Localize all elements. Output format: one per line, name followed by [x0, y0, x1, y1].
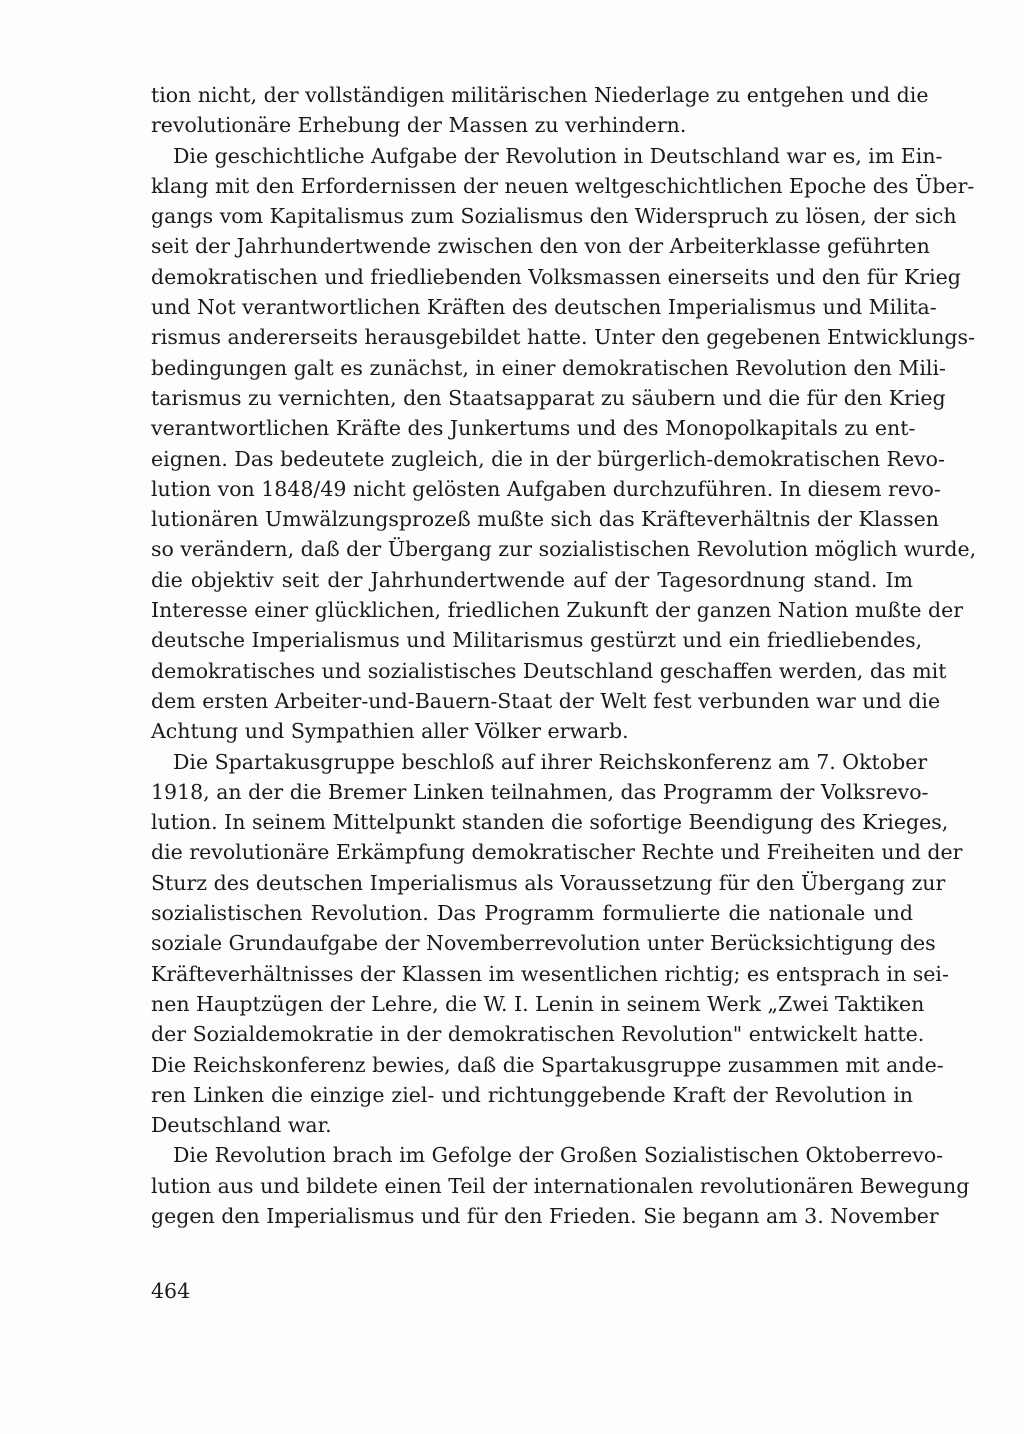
text-line: die revolutionäre Erkämpfung demokratischer Rechte und Freiheiten und der	[151, 840, 963, 865]
text-line: die objektiv seit der Jahrhundertwende auf der Tagesordnung stand. Im	[151, 567, 913, 592]
text-line: und Not verantwortlichen Kräften des deutschen Imperialismus und Milita-	[151, 295, 937, 320]
paragraph	[151, 141, 977, 747]
text-line: tarismus zu vernichten, den Staatsapparat zu säubern und die für den Krieg	[151, 385, 946, 410]
paragraph	[151, 1140, 970, 1231]
text-line: so verändern, daß der Übergang zur sozialistischen Revolution möglich wurde,	[151, 537, 977, 562]
text-line: eignen. Das bedeutete zugleich, die in der bürgerlich-demokratischen Revo-	[151, 446, 945, 471]
page-number: 464	[151, 1279, 191, 1303]
text-line: lution. In seinem Mittelpunkt standen die sofortige Beendigung des Krieges,	[151, 810, 949, 835]
text-line: klang mit den Erfordernissen der neuen weltgeschichtlichen Epoche des Über-	[151, 173, 975, 198]
paragraph	[151, 747, 963, 1141]
text-line: Kräfteverhältnisses der Klassen im wesentlichen richtig; es entsprach in sei-	[151, 961, 949, 986]
text-line: ren Linken die einzige ziel- und richtunggebende Kraft der Revolution in	[151, 1082, 913, 1107]
text-line: Deutschland war.	[151, 1113, 332, 1138]
text-line: Die Reichskonferenz bewies, daß die Spartakusgruppe zusammen mit ande-	[151, 1052, 944, 1077]
text-line: bedingungen galt es zunächst, in einer demokratischen Revolution den Mili-	[151, 355, 946, 380]
text-line: seit der Jahrhundertwende zwischen den von der Arbeiterklasse geführten	[151, 234, 930, 259]
text-line: Die Revolution brach im Gefolge der Großen Sozialistischen Oktoberrevo-	[173, 1143, 944, 1168]
text-line: rismus andererseits herausgebildet hatte. Unter den gegebenen Entwicklungs-	[151, 325, 975, 350]
text-line: demokratisches und sozialistisches Deutschland geschaffen werden, das mit	[151, 658, 947, 683]
text-line: 1918, an der die Bremer Linken teilnahmen, das Programm der Volksrevo-	[151, 779, 929, 804]
text-line: deutsche Imperialismus und Militarismus gestürzt und ein friedliebendes,	[151, 628, 923, 653]
text-line: dem ersten Arbeiter-und-Bauern-Staat der Welt fest verbunden war und die	[151, 688, 941, 713]
text-line: Interesse einer glücklichen, friedlichen Zukunft der ganzen Nation mußte der	[151, 598, 964, 623]
text-line: Achtung und Sympathien aller Völker erwarb.	[151, 719, 629, 744]
text-line: Sturz des deutschen Imperialismus als Voraussetzung für den Übergang zur	[151, 870, 946, 895]
text-line: Die Spartakusgruppe beschloß auf ihrer Reichskonferenz am 7. Oktober	[173, 749, 928, 774]
text-line: revolutionäre Erhebung der Massen zu verhindern.	[151, 113, 687, 138]
text-line: nen Hauptzügen der Lehre, die W. I. Lenin in seinem Werk „Zwei Taktiken	[151, 991, 925, 1016]
body-text	[151, 80, 977, 1231]
text-line: tion nicht, der vollständigen militärischen Niederlage zu entgehen und die	[151, 83, 929, 107]
text-line: gangs vom Kapitalismus zum Sozialismus den Widerspruch zu lösen, der sich	[151, 204, 957, 229]
paragraph	[151, 80, 929, 141]
text-line: lution aus und bildete einen Teil der internationalen revolutionären Bewegung	[151, 1173, 970, 1198]
text-line: sozialistischen Revolution. Das Programm formulierte die nationale und	[151, 901, 913, 926]
text-line: Die geschichtliche Aufgabe der Revolution in Deutschland war es, im Ein-	[173, 143, 943, 168]
text-line: gegen den Imperialismus und für den Frieden. Sie begann am 3. November	[151, 1203, 939, 1228]
text-line: lution von 1848/49 nicht gelösten Aufgaben durchzuführen. In diesem revo-	[151, 476, 941, 501]
text-line: der Sozialdemokratie in der demokratischen Revolution" entwickelt hatte.	[151, 1022, 925, 1047]
text-line: demokratischen und friedliebenden Volksmassen einerseits und den für Krieg	[151, 264, 961, 289]
text-line: verantwortlichen Kräfte des Junkertums und des Monopolkapitals zu ent-	[151, 416, 916, 441]
text-line: lutionären Umwälzungsprozeß mußte sich das Kräfteverhältnis der Klassen	[151, 507, 940, 532]
text-line: soziale Grundaufgabe der Novemberrevolution unter Berücksichtigung des	[151, 931, 936, 956]
